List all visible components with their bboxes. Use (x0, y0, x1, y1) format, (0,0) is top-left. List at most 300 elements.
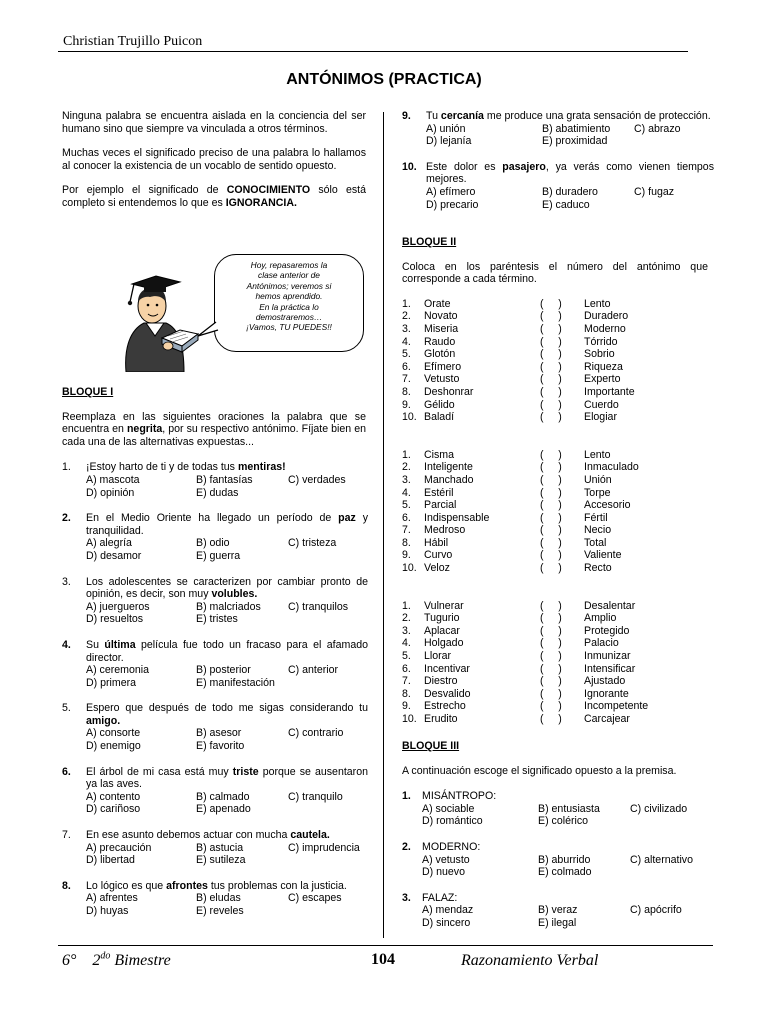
antonym-option: Elogiar (584, 411, 617, 424)
answer-option[interactable] (630, 815, 710, 828)
answer-option[interactable]: A) mascota (86, 473, 140, 486)
row-number: 7. (402, 524, 411, 537)
antonym-option: Experto (584, 373, 621, 386)
row-number: 9. (402, 398, 411, 411)
question-number: 5. (62, 702, 71, 715)
answer-parenthesis[interactable]: ( ) (540, 536, 562, 549)
question-body (86, 766, 368, 816)
matching-row (402, 562, 708, 575)
answer-option[interactable]: A) vetusto (422, 853, 470, 866)
question-body (422, 790, 710, 828)
row-number: 5. (402, 650, 411, 663)
answer-option[interactable]: C) fugaz (634, 185, 675, 198)
footer-rule (58, 945, 713, 946)
answer-option[interactable]: D) huyas (86, 905, 129, 917)
matching-row (402, 675, 708, 688)
term: Orate (424, 297, 451, 310)
question-number: 9. (402, 110, 411, 122)
term: Holgado (424, 637, 464, 650)
term: Tugurio (424, 612, 460, 625)
answer-parenthesis[interactable]: ( ) (540, 612, 562, 625)
matching-row (402, 713, 708, 726)
bloque-3-title: BLOQUE III (402, 740, 460, 752)
question-1 (62, 461, 366, 499)
bloque-3-instructions: A continuación escoge el significado opuesto a la premisa. (402, 764, 677, 777)
answer-option[interactable] (288, 613, 368, 626)
question-stem: Este dolor es pasajero, ya verás como vienen tiempos mejores. (426, 160, 714, 186)
answer-option[interactable]: E) dudas (196, 486, 239, 499)
answer-parenthesis[interactable]: ( ) (540, 637, 562, 650)
question-body (86, 461, 368, 499)
term: Gélido (424, 398, 455, 411)
question-stem: Los adolescentes se caracterizen por cambiar pronto de opinión, es decir, son muy volubles. (86, 575, 368, 601)
answer-option[interactable]: B) fantasías (196, 473, 253, 486)
answer-option[interactable]: E) apenado (196, 803, 251, 816)
question-5 (62, 702, 366, 752)
answer-option[interactable] (630, 866, 710, 879)
matching-row (402, 323, 708, 336)
matching-row (402, 625, 708, 638)
premise-question-1 (402, 790, 708, 828)
answer-parenthesis[interactable]: ( ) (540, 700, 562, 713)
question-9 (402, 110, 711, 148)
term: Llorar (424, 650, 452, 663)
answer-option[interactable] (630, 917, 710, 930)
answer-option[interactable]: B) aburrido (538, 853, 591, 866)
answer-option[interactable]: B) posterior (196, 664, 251, 677)
matching-set-3 (402, 600, 708, 726)
answer-option[interactable]: C) escapes (288, 892, 342, 905)
term: Medroso (424, 524, 466, 537)
footer-grade: 6° $2^{do}$ Bimestre (62, 950, 171, 969)
question-stem: El árbol de mi casa está muy triste porque se ausentaron ya las aves. (86, 765, 368, 791)
question-number: 1. (402, 790, 411, 803)
question-stem: En el Medio Oriente ha llegado un período de paz y tranquilidad. (86, 512, 369, 537)
answer-option[interactable]: B) astucia (196, 841, 244, 854)
answer-option[interactable]: E) caduco (542, 198, 590, 211)
answer-option[interactable]: D) nuevo (422, 866, 465, 879)
answer-option[interactable]: D) enemigo (86, 740, 141, 753)
row-number: 5. (402, 499, 411, 512)
bloque-2-title: BLOQUE II (402, 236, 457, 248)
matching-row (402, 336, 708, 349)
row-number: 7. (402, 675, 411, 688)
answer-parenthesis[interactable]: ( ) (540, 360, 562, 373)
question-body (86, 576, 368, 626)
answer-option[interactable]: B) calmado (196, 790, 250, 803)
answer-option[interactable]: A) efímero (426, 185, 476, 198)
question-stem: Tu cercanía me produce una grata sensación de protección. (426, 110, 711, 122)
matching-set-2 (402, 449, 708, 575)
answer-parenthesis[interactable]: ( ) (540, 650, 562, 663)
row-number: 3. (402, 473, 411, 486)
antonym-option: Palacio (584, 637, 619, 650)
answer-option[interactable]: B) entusiasta (538, 802, 600, 815)
answer-option[interactable]: E) guerra (196, 549, 241, 562)
matching-row (402, 499, 708, 512)
question-number: 7. (62, 829, 71, 842)
question-stem: Espero que después de todo me sigas considerando tu amigo. (86, 702, 368, 727)
question-4 (62, 638, 369, 689)
intro-paragraph-2: Muchas veces el significado preciso de una palabra lo hallamos al conocer la existencia de un vocablo de sentido opuesto. (62, 147, 366, 172)
answer-parenthesis[interactable]: ( ) (540, 499, 562, 512)
page-number: 104 (371, 951, 395, 968)
antonym-option: Importante (584, 385, 635, 398)
antonym-option: Duradero (584, 310, 629, 323)
bloque-1 (62, 386, 369, 918)
answer-option[interactable]: C) alternativo (630, 853, 693, 866)
matching-row (402, 449, 708, 462)
question-3 (62, 576, 366, 626)
term: Parcial (424, 499, 457, 512)
antonym-option: Recto (584, 562, 612, 575)
antonym-option: Desalentar (584, 599, 636, 612)
answer-option[interactable] (288, 677, 368, 690)
answer-option[interactable] (288, 905, 368, 918)
question-number: 8. (62, 879, 71, 892)
question-stem: En ese asunto debemos actuar con mucha cautela. (86, 829, 330, 842)
row-number: 7. (402, 373, 411, 386)
row-number: 1. (402, 448, 411, 461)
matching-row (402, 310, 708, 323)
answer-option[interactable]: C) anterior (288, 664, 339, 677)
matching-row (402, 348, 708, 361)
question-number: 1. (62, 461, 71, 474)
term: Vulnerar (424, 599, 464, 612)
term: Cisma (424, 448, 455, 461)
answer-option[interactable]: C) abrazo (634, 122, 681, 135)
answer-parenthesis[interactable]: ( ) (540, 297, 562, 310)
answer-option[interactable]: D) sincero (422, 916, 471, 929)
answer-parenthesis[interactable]: ( ) (540, 411, 562, 424)
row-number: 8. (402, 385, 411, 398)
answer-parenthesis[interactable]: ( ) (540, 662, 562, 675)
answer-option[interactable]: A) sociable (422, 802, 475, 815)
answer-option[interactable]: B) odio (196, 537, 230, 550)
answer-option[interactable]: A) precaución (86, 841, 152, 854)
matching-row (402, 474, 708, 487)
answer-option[interactable]: D) opinión (86, 486, 135, 499)
term: Diestro (424, 675, 458, 688)
answer-option[interactable]: C) tranquilo (288, 790, 343, 803)
answer-option[interactable]: E) favorito (196, 740, 245, 753)
antonym-option: Cuerdo (584, 398, 619, 411)
answer-options (422, 904, 710, 929)
matching-set-1 (402, 298, 708, 424)
bloque-1-instructions: Reemplaza en las siguientes oraciones la palabra que se encuentra en negrita, por su respectivo antónimo. Fíjate bien en cada una de las alternativas expuestas... (62, 410, 366, 448)
term: Indispensable (424, 511, 490, 524)
row-number: 9. (402, 700, 411, 713)
row-number: 8. (402, 687, 411, 700)
antonym-option: Ajustado (584, 675, 626, 688)
matching-row (402, 600, 708, 613)
term: Hábil (424, 536, 449, 549)
term: Efímero (424, 360, 462, 373)
row-number: 4. (402, 335, 411, 348)
question-body (426, 110, 714, 148)
answer-options (86, 842, 368, 867)
answer-option[interactable]: B) eludas (196, 892, 241, 905)
term: Veloz (424, 562, 450, 575)
answer-options (86, 537, 368, 562)
answer-options (86, 664, 368, 689)
question-6 (62, 766, 366, 816)
row-number: 4. (402, 637, 411, 650)
answer-option[interactable]: E) tristes (196, 613, 238, 626)
answer-parenthesis[interactable]: ( ) (540, 448, 562, 461)
matching-row (402, 298, 708, 311)
answer-parenthesis[interactable]: ( ) (540, 398, 562, 411)
antonym-option: Inmaculado (584, 461, 639, 474)
answer-option[interactable] (288, 550, 368, 563)
answer-options (86, 892, 368, 917)
answer-parenthesis[interactable]: ( ) (540, 322, 562, 335)
answer-option[interactable]: E) reveles (196, 905, 244, 917)
matching-row (402, 399, 708, 412)
question-body (86, 880, 368, 918)
premise-question-3 (402, 892, 708, 930)
answer-option[interactable]: C) tristeza (288, 537, 337, 550)
answer-option[interactable]: D) romántico (422, 815, 483, 828)
answer-option[interactable]: A) consorte (86, 727, 141, 740)
premise-word: FALAZ: (422, 891, 458, 904)
answer-option[interactable]: B) abatimiento (542, 122, 611, 135)
answer-parenthesis[interactable]: ( ) (540, 473, 562, 486)
answer-option[interactable]: D) desamor (86, 549, 142, 562)
answer-option[interactable]: E) proximidad (542, 135, 608, 148)
answer-option[interactable]: C) imprudencia (288, 841, 360, 854)
antonym-option: Protegido (584, 624, 630, 637)
question-number: 2. (402, 840, 411, 853)
column-divider (383, 112, 384, 938)
bubble-tail (196, 320, 222, 342)
answer-parenthesis[interactable]: ( ) (540, 713, 562, 725)
answer-parenthesis[interactable]: ( ) (540, 335, 562, 348)
answer-option[interactable]: A) juergueros (86, 600, 150, 613)
bloque-1-questions-right (402, 97, 714, 211)
matching-row (402, 688, 708, 701)
graduate-illustration (104, 268, 208, 372)
answer-option[interactable] (634, 135, 714, 148)
question-body (426, 161, 714, 211)
left-column (62, 110, 366, 210)
question-stem: ¡Estoy harto de ti y de todas tus mentiras! (86, 461, 286, 474)
matching-row (402, 650, 708, 663)
answer-option[interactable]: A) mendaz (422, 904, 474, 917)
answer-options (86, 791, 368, 816)
question-number: 6. (62, 765, 71, 778)
answer-option[interactable]: B) asesor (196, 727, 242, 740)
question-body (86, 829, 368, 867)
matching-row (402, 386, 708, 399)
answer-option[interactable]: C) civilizado (630, 802, 688, 815)
antonym-option: Fértil (584, 511, 608, 524)
term: Vetusto (424, 373, 460, 386)
answer-option[interactable]: B) veraz (538, 904, 578, 917)
question-number: 4. (62, 638, 71, 651)
answer-option[interactable]: C) contrario (288, 727, 344, 740)
question-number: 2. (62, 512, 71, 525)
author-name: Christian Trujillo Puicon (63, 34, 203, 49)
antonym-option: Unión (584, 473, 612, 486)
answer-parenthesis[interactable]: ( ) (540, 511, 562, 524)
answer-parenthesis[interactable]: ( ) (540, 373, 562, 386)
row-number: 10. (402, 411, 417, 424)
row-number: 2. (402, 310, 411, 323)
answer-option[interactable]: E) colmado (538, 866, 592, 879)
question-stem: Su última película fue todo un fracaso para el afamado director. (86, 638, 369, 664)
row-number: 1. (402, 599, 411, 612)
question-body (86, 639, 368, 689)
term: Estéril (424, 486, 454, 499)
question-number: 3. (402, 891, 411, 904)
matching-row (402, 700, 708, 713)
antonym-option: Inmunizar (584, 650, 631, 663)
answer-option[interactable] (288, 740, 368, 753)
term: Deshonrar (424, 385, 474, 398)
answer-option[interactable]: D) lejanía (426, 135, 472, 148)
answer-option[interactable]: C) tranquilos (288, 600, 349, 613)
question-body (86, 512, 368, 562)
row-number: 4. (402, 486, 411, 499)
answer-parenthesis[interactable]: ( ) (540, 562, 562, 575)
row-number: 3. (402, 624, 411, 637)
answer-option[interactable]: E) colérico (538, 815, 589, 828)
answer-parenthesis[interactable]: ( ) (540, 461, 562, 474)
answer-option[interactable]: B) malcriados (196, 600, 261, 613)
premise-word: MISÁNTROPO: (422, 790, 497, 803)
answer-parenthesis[interactable]: ( ) (540, 599, 562, 612)
bloque-3 (402, 740, 708, 930)
answer-option[interactable] (288, 803, 368, 816)
answer-option[interactable]: A) alegría (86, 537, 132, 550)
antonym-option: Total (584, 536, 607, 549)
premise-word: MODERNO: (422, 840, 481, 853)
answer-parenthesis[interactable]: ( ) (540, 675, 562, 688)
term: Manchado (424, 473, 474, 486)
antonym-option: Torpe (584, 486, 611, 499)
answer-option[interactable]: A) contento (86, 790, 141, 803)
answer-option[interactable]: D) cariñoso (86, 803, 141, 816)
intro-paragraph-1: Ninguna palabra se encuentra aislada en la conciencia del ser humano sino que siempre va vinculada a otros términos. (62, 110, 366, 135)
matching-row (402, 637, 708, 650)
term: Glotón (424, 348, 456, 361)
answer-option[interactable]: A) afrentes (86, 892, 138, 905)
question-10 (402, 160, 714, 211)
answer-parenthesis[interactable]: ( ) (540, 348, 562, 361)
question-number: 3. (62, 575, 71, 588)
answer-option[interactable] (634, 199, 714, 212)
row-number: 3. (402, 322, 411, 335)
answer-option[interactable]: D) precario (426, 198, 479, 211)
answer-option[interactable]: E) sutileza (196, 854, 246, 867)
answer-option[interactable]: D) libertad (86, 854, 135, 867)
row-number: 2. (402, 461, 411, 474)
term: Miseria (424, 322, 459, 335)
row-number: 8. (402, 536, 411, 549)
answer-option[interactable]: A) ceremonia (86, 664, 149, 677)
matching-row (402, 612, 708, 625)
page-title: ANTÓNIMOS (PRACTICA) (286, 71, 482, 88)
answer-option[interactable]: D) resueltos (86, 613, 144, 626)
question-stem: Lo lógico es que afrontes tus problemas con la justicia. (86, 879, 347, 892)
answer-options (86, 727, 368, 752)
answer-options (422, 803, 710, 828)
antonym-option: Valiente (584, 549, 622, 562)
term: Inteligente (424, 461, 473, 474)
row-number: 6. (402, 360, 411, 373)
term: Baladí (424, 411, 455, 424)
row-number: 6. (402, 662, 411, 675)
answer-option[interactable]: A) unión (426, 122, 466, 135)
term: Novato (424, 310, 458, 323)
answer-option[interactable]: D) primera (86, 676, 137, 689)
matching-row (402, 512, 708, 525)
antonym-option: Intensificar (584, 662, 636, 675)
matching-row (402, 537, 708, 550)
antonym-option: Accesorio (584, 499, 631, 512)
question-7 (62, 829, 366, 867)
bloque-1-title: BLOQUE I (62, 386, 114, 398)
antonym-option: Ignorante (584, 687, 629, 700)
answer-parenthesis[interactable]: ( ) (540, 385, 562, 398)
row-number: 2. (402, 612, 411, 625)
matching-row (402, 411, 708, 424)
answer-option[interactable]: C) verdades (288, 473, 346, 486)
antonym-option: Tórrido (584, 335, 618, 348)
intro-paragraph-3: Por ejemplo el significado de CONOCIMIENTO sólo está completo si entendemos lo que es IGNORANCIA. (62, 184, 366, 209)
antonym-option: Riqueza (584, 360, 623, 373)
footer-course: Razonamiento Verbal (461, 952, 599, 969)
answer-options (426, 123, 714, 148)
answer-option[interactable]: C) apócrifo (630, 904, 682, 917)
answer-option[interactable]: E) manifestación (196, 676, 275, 689)
term: Estrecho (424, 700, 466, 713)
answer-option[interactable]: E) ilegal (538, 916, 577, 929)
question-body (86, 702, 368, 752)
antonym-option: Moderno (584, 322, 626, 335)
answer-option[interactable] (288, 487, 368, 500)
question-body (422, 841, 710, 879)
antonym-option: Necio (584, 524, 612, 537)
answer-parenthesis[interactable]: ( ) (540, 524, 562, 537)
matching-row (402, 524, 708, 537)
answer-option[interactable]: B) duradero (542, 185, 598, 198)
speech-bubble: Hoy, repasaremos la clase anterior de Antónimos; veremos si hemos aprendido. En la práctica lo demostraremos… ¡Vamos, TU PUEDES!! (214, 254, 364, 352)
answer-options (86, 601, 368, 626)
row-number: 1. (402, 297, 411, 310)
matching-row (402, 373, 708, 386)
answer-parenthesis[interactable]: ( ) (540, 310, 562, 323)
antonym-option: Amplio (584, 612, 617, 625)
term: Curvo (424, 549, 453, 562)
bloque-1-questions-left (62, 461, 369, 917)
matching-row (402, 461, 708, 474)
answer-parenthesis[interactable]: ( ) (540, 486, 562, 499)
header-rule (58, 51, 688, 52)
row-number: 10. (402, 713, 417, 725)
answer-parenthesis[interactable]: ( ) (540, 687, 562, 700)
answer-options (422, 854, 710, 879)
answer-parenthesis[interactable]: ( ) (540, 549, 562, 562)
term: Erudito (424, 713, 458, 725)
question-number: 10. (402, 160, 417, 173)
question-body (422, 892, 710, 930)
term: Aplacar (424, 624, 460, 637)
term: Raudo (424, 335, 456, 348)
answer-parenthesis[interactable]: ( ) (540, 624, 562, 637)
answer-option[interactable] (288, 854, 368, 867)
